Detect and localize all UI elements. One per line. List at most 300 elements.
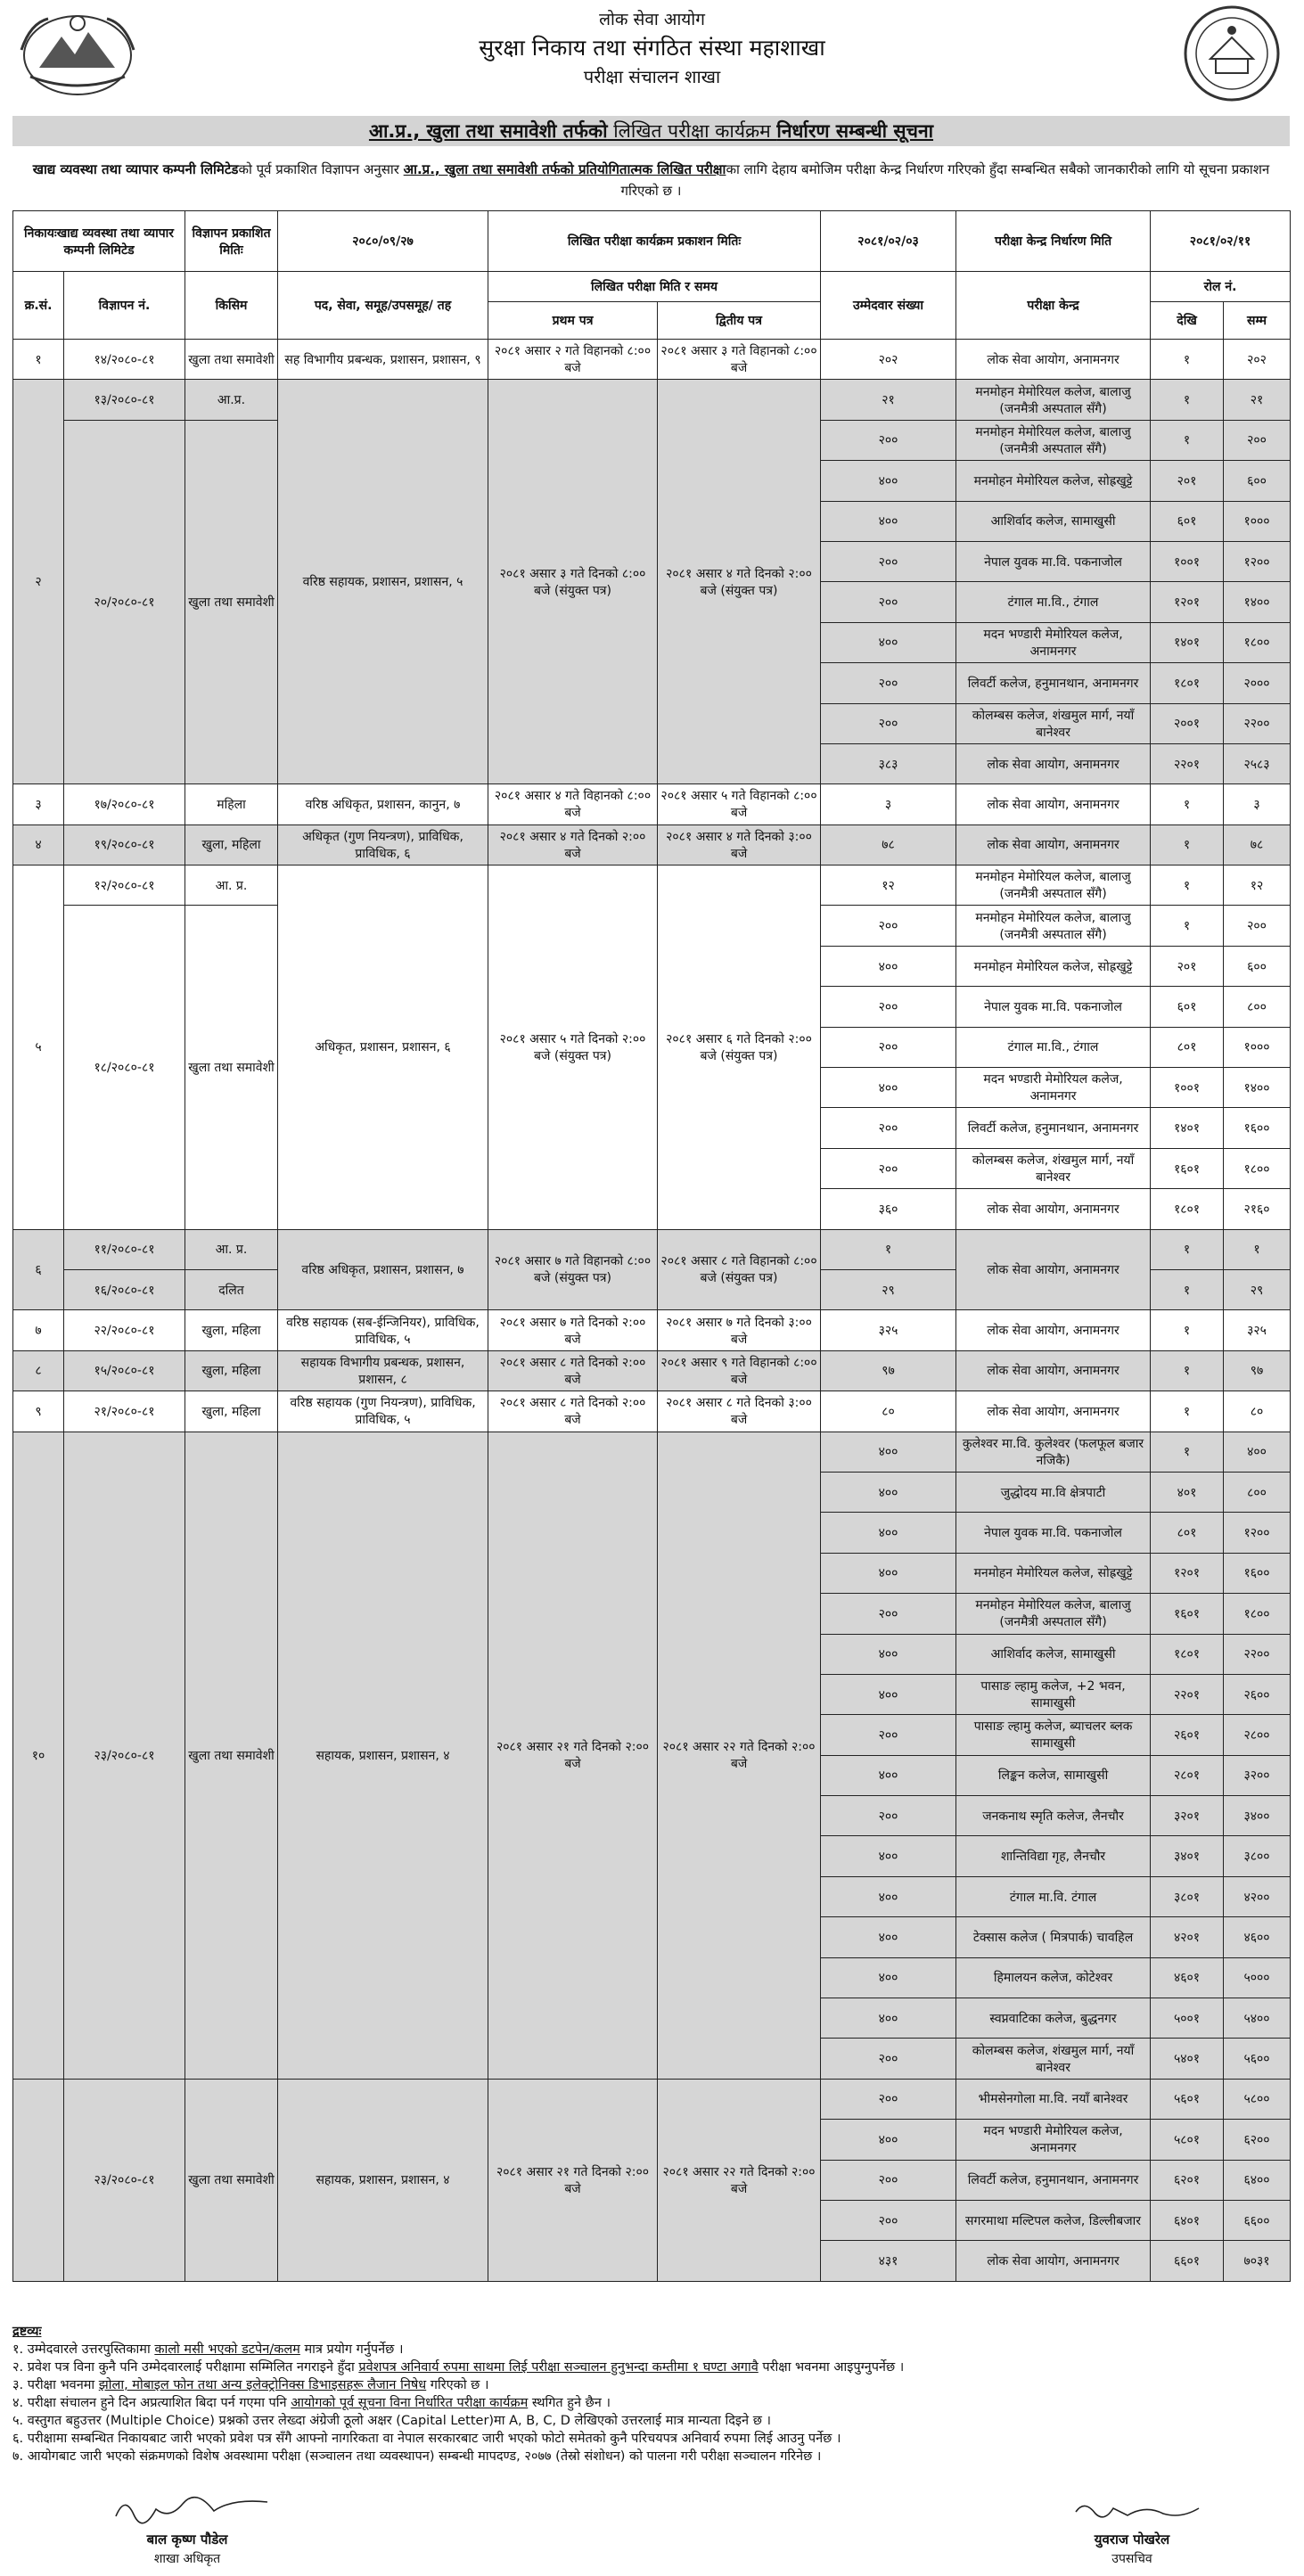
cell-center: आशिर्वाद कलेज, सामाखुसी <box>956 501 1151 541</box>
cell-center: मदन भण्डारी मेमोरियल कलेज, अनामनगर <box>956 1068 1151 1108</box>
cell-roll-to: ८० <box>1224 1391 1291 1432</box>
cell-center: जनकनाथ स्मृति कलेज, लैनचौर <box>956 1796 1151 1836</box>
right-signatory <box>1025 2530 1239 2569</box>
note-text: ३. परीक्षा भवनमा <box>12 2378 99 2392</box>
table-row <box>13 866 1291 906</box>
cell-center: टंगाल मा.वि., टंगाल <box>956 1027 1151 1067</box>
cell-center: मनमोहन मेमोरियल कलेज, बालाजु (जनमैत्री अस्पताल सँगै) <box>956 866 1151 906</box>
note-item <box>12 2412 1290 2430</box>
cell-roll-from: १४०१ <box>1151 622 1224 662</box>
cell-post: सहायक, प्रशासन, प्रशासन, ४ <box>278 2079 488 2281</box>
cell-center: मनमोहन मेमोरियल कलेज, बालाजु (जनमैत्री अस्पताल सँगै) <box>956 380 1151 420</box>
cell-roll-from: ३८०१ <box>1151 1876 1224 1916</box>
cell-type: खुला तथा समावेशी <box>185 340 278 380</box>
cell-adv-no: १६/२०८०-८१ <box>64 1269 185 1309</box>
cell-roll-to: ३४०० <box>1224 1796 1291 1836</box>
note-text: परीक्षा भवनमा आइपुग्नुपर्नेछ । <box>758 2360 905 2375</box>
cell-roll-to: २५८३ <box>1224 743 1291 783</box>
cell-roll-from: २२०१ <box>1151 1674 1224 1714</box>
cell-roll-to: ४६०० <box>1224 1917 1291 1957</box>
cell-roll-from: २०१ <box>1151 946 1224 986</box>
cell-type: आ.प्र. <box>185 380 278 420</box>
org-label: निकायःखाद्य व्यवस्था तथा व्यापार कम्पनी लिमिटेड <box>13 211 185 272</box>
notice-title <box>12 116 1290 146</box>
cell-center: मदन भण्डारी मेमोरियल कलेज, अनामनगर <box>956 2120 1151 2160</box>
cell-center: मनमोहन मेमोरियल कलेज, सोह्रखुट्टे <box>956 946 1151 986</box>
col-candidates: उम्मेदवार संख्या <box>821 272 956 340</box>
right-signature-icon <box>1065 2496 1208 2526</box>
cell-candidates: ४०० <box>821 1917 956 1957</box>
cell-center: नेपाल युवक मा.वि. पकनाजोल <box>956 987 1151 1027</box>
table-row <box>13 1432 1291 1472</box>
cell-candidates: १ <box>821 1229 956 1269</box>
cell-roll-to: ३८०० <box>1224 1836 1291 1876</box>
note-item <box>12 2359 1290 2376</box>
center-fix-label: परीक्षा केन्द्र निर्धारण मिति <box>956 211 1151 272</box>
note-emphasis: आयोगको पूर्व सूचना विना निर्धारित परीक्षा कार्यक्रम <box>291 2396 529 2410</box>
cell-center: लोक सेवा आयोग, अनामनगर <box>956 824 1151 865</box>
cell-post: वरिष्ठ अधिकृत, प्रशासन, प्रशासन, ७ <box>278 1229 488 1310</box>
cell-roll-from: १६०१ <box>1151 1594 1224 1634</box>
cell-sn: ४ <box>13 824 64 865</box>
cell-center: लोक सेवा आयोग, अनामनगर <box>956 743 1151 783</box>
cell-center: मनमोहन मेमोरियल कलेज, बालाजु (जनमैत्री अस्पताल सँगै) <box>956 420 1151 460</box>
cell-roll-from: ६४०१ <box>1151 2200 1224 2240</box>
table-row <box>13 380 1291 420</box>
cell-center: लिङ्कन कलेज, सामाखुसी <box>956 1755 1151 1795</box>
cell-roll-from: ८०१ <box>1151 1513 1224 1553</box>
cell-roll-from: १ <box>1151 1310 1224 1350</box>
cell-roll-from: १ <box>1151 1391 1224 1432</box>
cell-roll-to: १२०० <box>1224 1513 1291 1553</box>
cell-roll-from: १८०१ <box>1151 1634 1224 1674</box>
cell-center: लोक सेवा आयोग, अनामनगर <box>956 2241 1151 2281</box>
notes-heading: द्रष्टव्यः <box>12 2325 42 2339</box>
cell-roll-to: ५००० <box>1224 1957 1291 1998</box>
note-text: १. उम्मेदवारले उत्तरपुस्तिकामा <box>12 2342 155 2357</box>
left-signatory-name: बाल कृष्ण पौडेल <box>146 2531 228 2547</box>
cell-roll-to: ८०० <box>1224 1472 1291 1512</box>
cell-roll-from: १ <box>1151 380 1224 420</box>
cell-paper1: २०८१ असार ५ गते दिनको २:०० बजे (संयुक्त पत्र) <box>488 866 658 1230</box>
cell-sn: ९ <box>13 1391 64 1432</box>
cell-roll-from: १ <box>1151 1350 1224 1391</box>
cell-center: लोक सेवा आयोग, अनामनगर <box>956 784 1151 824</box>
cell-roll-from: ४२०१ <box>1151 1917 1224 1957</box>
cell-roll-from: २००१ <box>1151 703 1224 743</box>
cell-candidates: २०० <box>821 2200 956 2240</box>
cell-candidates: २०० <box>821 1594 956 1634</box>
cell-candidates: २०० <box>821 906 956 946</box>
cell-type: खुला तथा समावेशी <box>185 420 278 784</box>
cell-roll-to: ३२०० <box>1224 1755 1291 1795</box>
cell-center: लिवर्टी कलेज, हनुमानथान, अनामनगर <box>956 663 1151 703</box>
col-roll: रोल नं. <box>1151 272 1291 302</box>
cell-candidates: ८० <box>821 1391 956 1432</box>
cell-center: शान्तिविद्या गृह, लैनचौर <box>956 1836 1151 1876</box>
cell-candidates: १२ <box>821 866 956 906</box>
cell-roll-to: ६०० <box>1224 946 1291 986</box>
cell-paper2: २०८१ असार ३ गते विहानको ८:०० बजे <box>658 340 821 380</box>
cell-sn: १ <box>13 340 64 380</box>
table-row <box>13 1310 1291 1350</box>
cell-candidates: २०० <box>821 663 956 703</box>
cell-roll-from: ५६०१ <box>1151 2079 1224 2119</box>
cell-candidates: ७८ <box>821 824 956 865</box>
cell-roll-from: ६२०१ <box>1151 2160 1224 2200</box>
cell-candidates: ४०० <box>821 2120 956 2160</box>
col-sn: क्र.सं. <box>13 272 64 340</box>
cell-paper1: २०८१ असार २ गते विहानको ८:०० बजे <box>488 340 658 380</box>
cell-candidates: ४०० <box>821 1553 956 1593</box>
cell-roll-from: १ <box>1151 866 1224 906</box>
cell-type: खुला, महिला <box>185 824 278 865</box>
cell-paper2: २०८१ असार २२ गते दिनको २:०० बजे <box>658 2079 821 2281</box>
cell-roll-from: १००१ <box>1151 1068 1224 1108</box>
cell-candidates: ४०० <box>821 1755 956 1795</box>
cell-roll-from: १२०१ <box>1151 1553 1224 1593</box>
cell-roll-to: १४०० <box>1224 582 1291 622</box>
cell-roll-to: १ <box>1224 1229 1291 1269</box>
table-row <box>13 1350 1291 1391</box>
cell-roll-from: १ <box>1151 420 1224 460</box>
cell-center: पासाङ ल्हामु कलेज, +2 भवन, सामाखुसी <box>956 1674 1151 1714</box>
cell-candidates: ३ <box>821 784 956 824</box>
cell-roll-to: २२०० <box>1224 1634 1291 1674</box>
note-item <box>12 2376 1290 2394</box>
cell-roll-to: २००० <box>1224 663 1291 703</box>
cell-post: अधिकृत, प्रशासन, प्रशासन, ६ <box>278 866 488 1230</box>
intro-text <box>12 159 1290 201</box>
cell-post: वरिष्ठ सहायक (गुण नियन्त्रण), प्राविधिक, प्राविधिक, ५ <box>278 1391 488 1432</box>
cell-roll-to: ७०३१ <box>1224 2241 1291 2281</box>
cell-type: खुला तथा समावेशी <box>185 906 278 1229</box>
cell-roll-to: २१ <box>1224 380 1291 420</box>
cell-candidates: २०० <box>821 582 956 622</box>
cell-candidates: ४०० <box>821 1432 956 1472</box>
cell-roll-to: १२ <box>1224 866 1291 906</box>
cell-sn: ६ <box>13 1229 64 1310</box>
cell-roll-from: १८०१ <box>1151 1189 1224 1229</box>
cell-paper1: २०८१ असार ८ गते दिनको २:०० बजे <box>488 1391 658 1432</box>
cell-candidates: २०० <box>821 541 956 581</box>
cell-paper1: २०८१ असार ३ गते दिनको ८:०० बजे (संयुक्त पत्र) <box>488 380 658 784</box>
cell-center: लोक सेवा आयोग, अनामनगर <box>956 1350 1151 1391</box>
cell-candidates: ४०० <box>821 946 956 986</box>
psc-seal-icon <box>1175 4 1289 103</box>
cell-post: वरिष्ठ सहायक (सब-ईन्जिनियर), प्राविधिक, प्राविधिक, ५ <box>278 1310 488 1350</box>
cell-roll-to: १००० <box>1224 501 1291 541</box>
cell-roll-to: ६२०० <box>1224 2120 1291 2160</box>
cell-roll-from: ६६०१ <box>1151 2241 1224 2281</box>
cell-adv-no: १३/२०८०-८१ <box>64 380 185 420</box>
cell-roll-from: १००१ <box>1151 541 1224 581</box>
cell-roll-to: १४०० <box>1224 1068 1291 1108</box>
cell-center: लोक सेवा आयोग, अनामनगर <box>956 1229 1151 1310</box>
cell-adv-no: १७/२०८०-८१ <box>64 784 185 824</box>
cell-post: वरिष्ठ अधिकृत, प्रशासन, कानुन, ७ <box>278 784 488 824</box>
cell-type: खुला तथा समावेशी <box>185 2079 278 2281</box>
cell-roll-from: १६०१ <box>1151 1148 1224 1188</box>
cell-roll-from: ८०१ <box>1151 1027 1224 1067</box>
cell-candidates: २०० <box>821 1796 956 1836</box>
cell-candidates: २०० <box>821 2079 956 2119</box>
cell-candidates: ४०० <box>821 1068 956 1108</box>
note-emphasis: प्रवेशपत्र अनिवार्य रुपमा साथमा लिई परीक्षा सञ्चालन हुनुभन्दा कम्तीमा १ घण्टा अगावै <box>358 2360 759 2375</box>
cell-roll-from: १ <box>1151 1229 1224 1269</box>
cell-roll-from: १ <box>1151 906 1224 946</box>
col-to: सम्म <box>1224 302 1291 340</box>
cell-center: टंगाल मा.वि. टंगाल <box>956 1876 1151 1916</box>
cell-candidates: ४०० <box>821 1513 956 1553</box>
cell-center: मनमोहन मेमोरियल कलेज, सोह्रखुट्टे <box>956 1553 1151 1593</box>
cell-candidates: २०० <box>821 1148 956 1188</box>
cell-candidates: २०० <box>821 420 956 460</box>
left-signature-icon <box>107 2493 276 2525</box>
cell-adv-no: १८/२०८०-८१ <box>64 906 185 1229</box>
cell-type: आ. प्र. <box>185 866 278 906</box>
cell-type: खुला, महिला <box>185 1310 278 1350</box>
cell-roll-from: १ <box>1151 340 1224 380</box>
cell-candidates: ४०० <box>821 1634 956 1674</box>
cell-paper2: २०८१ असार २२ गते दिनको २:०० बजे <box>658 1432 821 2079</box>
cell-roll-to: १८०० <box>1224 1594 1291 1634</box>
note-text: स्थगित हुने छैन । <box>528 2396 611 2410</box>
cell-type: खुला, महिला <box>185 1350 278 1391</box>
intro-text-2: का लागि देहाय बमोजिम परीक्षा केन्द्र निर्धारण गरिएको हुँदा सम्बन्धित सबैको जानकारीको लागि यो सूचना प्रकाशन गरिएको छ । <box>620 161 1270 199</box>
cell-paper1: २०८१ असार २१ गते दिनको २:०० बजे <box>488 2079 658 2281</box>
cell-adv-no: २१/२०८०-८१ <box>64 1391 185 1432</box>
cell-sn <box>13 2079 64 2281</box>
cell-roll-from: १ <box>1151 824 1224 865</box>
cell-roll-to: २८०० <box>1224 1715 1291 1755</box>
note-emphasis: कालो मसी भएको डटपेन/कलम <box>154 2342 300 2357</box>
cell-adv-no: १९/२०८०-८१ <box>64 824 185 865</box>
meta-row <box>13 211 1291 272</box>
branch-name: परीक्षा संचालन शाखा <box>583 66 721 87</box>
cell-adv-no: १२/२०८०-८१ <box>64 866 185 906</box>
cell-roll-to: ४०० <box>1224 1432 1291 1472</box>
cell-candidates: ४०० <box>821 1674 956 1714</box>
cell-center: जुद्धोदय मा.वि क्षेत्रपाटी <box>956 1472 1151 1512</box>
cell-sn: २ <box>13 380 64 784</box>
cell-type: खुला, महिला <box>185 1391 278 1432</box>
cell-adv-no: २३/२०८०-८१ <box>64 2079 185 2281</box>
col-paper1: प्रथम पत्र <box>488 302 658 340</box>
cell-roll-to: ६४०० <box>1224 2160 1291 2200</box>
right-signatory-post: उपसचिव <box>1111 2552 1152 2566</box>
note-text: गरिएको छ । <box>426 2378 489 2392</box>
cell-center: मनमोहन मेमोरियल कलेज, बालाजु (जनमैत्री अस्पताल सँगै) <box>956 1594 1151 1634</box>
cell-paper1: २०८१ असार ८ गते दिनको २:०० बजे <box>488 1350 658 1391</box>
cell-center: मनमोहन मेमोरियल कलेज, सोह्रखुट्टे <box>956 461 1151 501</box>
cell-roll-from: ५८०१ <box>1151 2120 1224 2160</box>
cell-roll-from: २२०१ <box>1151 743 1224 783</box>
cell-center: लोक सेवा आयोग, अनामनगर <box>956 340 1151 380</box>
cell-roll-from: ६०१ <box>1151 501 1224 541</box>
cell-roll-from: १४०१ <box>1151 1108 1224 1148</box>
cell-candidates: ४०० <box>821 1998 956 2039</box>
cell-roll-from: ३२०१ <box>1151 1796 1224 1836</box>
cell-candidates: ४०० <box>821 1472 956 1512</box>
cell-roll-from: ३४०१ <box>1151 1836 1224 1876</box>
note-item <box>12 2448 1290 2465</box>
cell-roll-from: १२०१ <box>1151 582 1224 622</box>
cell-roll-to: २६०० <box>1224 1674 1291 1714</box>
cell-center: मदन भण्डारी मेमोरियल कलेज, अनामनगर <box>956 622 1151 662</box>
cell-candidates: २०० <box>821 1108 956 1148</box>
cell-candidates: २१ <box>821 380 956 420</box>
cell-post: वरिष्ठ सहायक, प्रशासन, प्रशासन, ५ <box>278 380 488 784</box>
cell-candidates: २०० <box>821 703 956 743</box>
cell-center: टंगाल मा.वि., टंगाल <box>956 582 1151 622</box>
cell-center: कोलम्बस कलेज, शंखमुल मार्ग, नयाँ बानेश्वर <box>956 2039 1151 2079</box>
cell-roll-to: १६०० <box>1224 1108 1291 1148</box>
cell-roll-to: १८०० <box>1224 1148 1291 1188</box>
cell-adv-no: २२/२०८०-८१ <box>64 1310 185 1350</box>
table-row <box>13 784 1291 824</box>
note-text: ७. आयोगबाट जारी भएको संक्रमणको विशेष अवस्थामा परीक्षा (सञ्चालन तथा व्यवस्थापन) सम्बन्धी मापदण्ड, २०७७ (तेस्रो संशोधन) को पालना गरी परीक्षा सञ्चालन गरिनेछ । <box>12 2449 822 2464</box>
org-name: लोक सेवा आयोग <box>599 10 705 29</box>
center-fix-date: २०८१/०२/११ <box>1151 211 1291 272</box>
cell-center: सगरमाथा मल्टिपल कलेज, डिल्लीबजार <box>956 2200 1151 2240</box>
col-type: किसिम <box>185 272 278 340</box>
cell-type: आ. प्र. <box>185 1229 278 1269</box>
cell-roll-from: ६०१ <box>1151 987 1224 1027</box>
cell-paper1: २०८१ असार ७ गते दिनको २:०० बजे <box>488 1310 658 1350</box>
cell-center: मनमोहन मेमोरियल कलेज, बालाजु (जनमैत्री अस्पताल सँगै) <box>956 906 1151 946</box>
cell-roll-to: ३ <box>1224 784 1291 824</box>
cell-center: कोलम्बस कलेज, शंखमुल मार्ग, नयाँ बानेश्वर <box>956 1148 1151 1188</box>
cell-candidates: २९ <box>821 1269 956 1309</box>
title-part-2: लिखित परीक्षा कार्यक्रम <box>607 120 777 142</box>
note-item <box>12 2341 1290 2359</box>
cell-roll-from: १ <box>1151 784 1224 824</box>
cell-roll-to: ३२५ <box>1224 1310 1291 1350</box>
cell-roll-from: ४०१ <box>1151 1472 1224 1512</box>
cell-roll-to: ५८०० <box>1224 2079 1291 2119</box>
cell-center: कोलम्बस कलेज, शंखमुल मार्ग, नयाँ बानेश्वर <box>956 703 1151 743</box>
notes-section <box>12 2323 1290 2465</box>
cell-paper2: २०८१ असार ६ गते दिनको २:०० बजे (संयुक्त पत्र) <box>658 866 821 1230</box>
table-row <box>13 1391 1291 1432</box>
col-center: परीक्षा केन्द्र <box>956 272 1151 340</box>
cell-roll-to: १००० <box>1224 1027 1291 1067</box>
division-name: सुरक्षा निकाय तथा संगठित संस्था महाशाखा <box>479 35 825 61</box>
cell-roll-from: २०१ <box>1151 461 1224 501</box>
cell-candidates: ४०० <box>821 461 956 501</box>
cell-paper2: २०८१ असार ४ गते दिनको २:०० बजे (संयुक्त पत्र) <box>658 380 821 784</box>
cell-type: खुला तथा समावेशी <box>185 1432 278 2079</box>
cell-post: सहायक विभागीय प्रबन्धक, प्रशासन, प्रशासन, ८ <box>278 1350 488 1391</box>
cell-adv-no: १५/२०८०-८१ <box>64 1350 185 1391</box>
note-emphasis: झोला, मोबाइल फोन तथा अन्य इलेक्ट्रोनिक्स डिभाइसहरू लैजान निषेध <box>98 2378 427 2392</box>
cell-sn: ७ <box>13 1310 64 1350</box>
intro-text-1: को पूर्व प्रकाशित विज्ञापन अनुसार <box>238 161 404 177</box>
cell-roll-from: ४६०१ <box>1151 1957 1224 1998</box>
table-row <box>13 340 1291 380</box>
cell-sn: ५ <box>13 866 64 1230</box>
col-exam-datetime: लिखित परीक्षा मिति र समय <box>488 272 821 302</box>
cell-paper2: २०८१ असार ९ गते विहानको ८:०० बजे <box>658 1350 821 1391</box>
cell-candidates: ४३१ <box>821 2241 956 2281</box>
cell-candidates: ३८३ <box>821 743 956 783</box>
cell-candidates: ४०० <box>821 1836 956 1876</box>
cell-candidates: २०० <box>821 987 956 1027</box>
cell-center: लोक सेवा आयोग, अनामनगर <box>956 1310 1151 1350</box>
header <box>0 0 1304 111</box>
cell-post: सहायक, प्रशासन, प्रशासन, ४ <box>278 1432 488 2079</box>
header-row <box>13 272 1291 302</box>
col-paper2: द्वितीय पत्र <box>658 302 821 340</box>
cell-type: दलित <box>185 1269 278 1309</box>
cell-roll-from: २६०१ <box>1151 1715 1224 1755</box>
cell-candidates: ३२५ <box>821 1310 956 1350</box>
cell-adv-no: २३/२०८०-८१ <box>64 1432 185 2079</box>
cell-roll-to: २२०० <box>1224 703 1291 743</box>
cell-type: महिला <box>185 784 278 824</box>
cell-candidates: ४०० <box>821 501 956 541</box>
note-item <box>12 2394 1290 2412</box>
table-row <box>13 1229 1291 1269</box>
cell-roll-from: २८०१ <box>1151 1755 1224 1795</box>
cell-roll-to: २१६० <box>1224 1189 1291 1229</box>
note-text: २. प्रवेश पत्र विना कुनै पनि उम्मेदवारलाई परीक्षामा सम्मिलित नगराइने हुँदा <box>12 2360 359 2375</box>
cell-candidates: ३६० <box>821 1189 956 1229</box>
cell-sn: ३ <box>13 784 64 824</box>
cell-paper2: २०८१ असार ५ गते विहानको ८:०० बजे <box>658 784 821 824</box>
cell-paper1: २०८१ असार ४ गते विहानको ८:०० बजे <box>488 784 658 824</box>
adv-pub-date: २०८०/०९/२७ <box>278 211 488 272</box>
cell-center: आशिर्वाद कलेज, सामाखुसी <box>956 1634 1151 1674</box>
col-adv-no: विज्ञापन नं. <box>64 272 185 340</box>
cell-roll-to: २९ <box>1224 1269 1291 1309</box>
cell-candidates: ४०० <box>821 622 956 662</box>
cell-center: नेपाल युवक मा.वि. पकनाजोल <box>956 541 1151 581</box>
cell-candidates: २०० <box>821 2039 956 2079</box>
cell-post: अधिकृत (गुण नियन्त्रण), प्राविधिक, प्राविधिक, ६ <box>278 824 488 865</box>
cell-roll-to: ९७ <box>1224 1350 1291 1391</box>
cell-sn: ८ <box>13 1350 64 1391</box>
intro-company: खाद्य व्यवस्था तथा व्यापार कम्पनी लिमिटेड <box>32 161 239 177</box>
cell-center: लोक सेवा आयोग, अनामनगर <box>956 1189 1151 1229</box>
note-text: ६. परीक्षामा सम्बन्धित निकायबाट जारी भएको प्रवेश पत्र सँगै आफ्नो नागरिकता वा नेपाल सरकारबाट जारी भएको फोटो समेतको कुनै परिचयपत्र अनिवार्य रुपमा लिई आउनु पर्नेछ । <box>12 2432 841 2446</box>
exam-pub-date: २०८१/०२/०३ <box>821 211 956 272</box>
table-row <box>13 824 1291 865</box>
cell-candidates: ९७ <box>821 1350 956 1391</box>
cell-roll-to: २०२ <box>1224 340 1291 380</box>
cell-center: लिवर्टी कलेज, हनुमानथान, अनामनगर <box>956 1108 1151 1148</box>
cell-post: सह विभागीय प्रबन्धक, प्रशासन, प्रशासन, ९ <box>278 340 488 380</box>
cell-center: हिमालयन कलेज, कोटेश्वर <box>956 1957 1151 1998</box>
adv-pub-label: विज्ञापन प्रकाशित मितिः <box>185 211 278 272</box>
cell-paper2: २०८१ असार ७ गते दिनको ३:०० बजे <box>658 1310 821 1350</box>
cell-candidates: २०२ <box>821 340 956 380</box>
note-text: मात्र प्रयोग गर्नुपर्नेछ । <box>299 2342 404 2357</box>
exam-pub-label: लिखित परीक्षा कार्यक्रम प्रकाशन मितिः <box>488 211 821 272</box>
cell-center: नेपाल युवक मा.वि. पकनाजोल <box>956 1513 1151 1553</box>
cell-roll-from: १ <box>1151 1432 1224 1472</box>
cell-roll-to: ८०० <box>1224 987 1291 1027</box>
cell-roll-from: ५००१ <box>1151 1998 1224 2039</box>
cell-roll-to: ७८ <box>1224 824 1291 865</box>
cell-center: लिवर्टी कलेज, हनुमानथान, अनामनगर <box>956 2160 1151 2200</box>
cell-paper2: २०८१ असार ४ गते दिनको ३:०० बजे <box>658 824 821 865</box>
note-text: ५. वस्तुगत बहुउत्तर (Multiple Choice) प्रश्नको उत्तर लेख्दा अंग्रेजी ठूलो अक्षर (Capital Letter)मा A, B, C, D लेखिएको उत्तरलाई मात्र मान्यता दिइने छ । <box>12 2414 771 2428</box>
cell-candidates: २०० <box>821 2160 956 2200</box>
cell-roll-from: ५४०१ <box>1151 2039 1224 2079</box>
cell-paper1: २०८१ असार २१ गते दिनको २:०० बजे <box>488 1432 658 2079</box>
